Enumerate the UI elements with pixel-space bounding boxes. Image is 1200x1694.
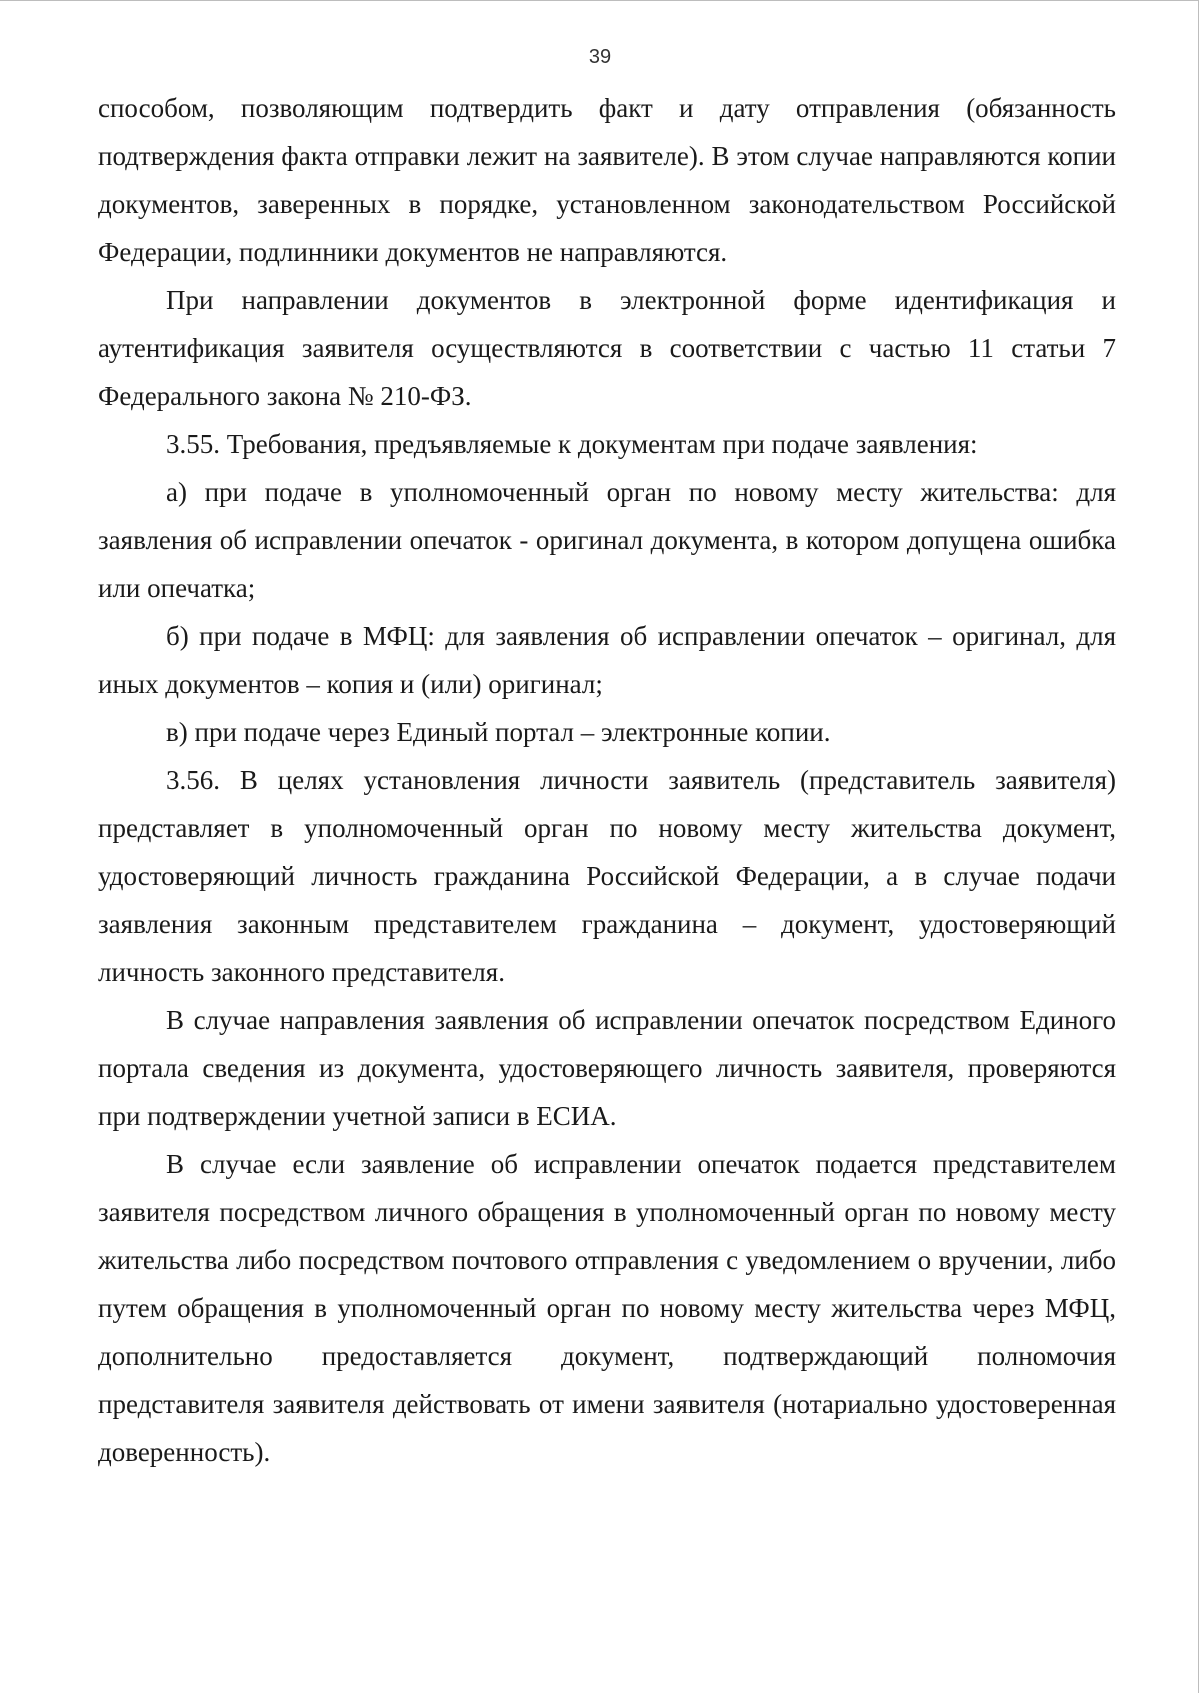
paragraph-3-56: 3.56. В целях установления личности заявитель (представитель заявителя) представляет в уполномоченный орган по новому месту жительства документ, удостоверяющий личность гражданина Российской Федерации, а в случае подачи заявления законным представителем гражданина – документ, удостоверяющий личность законного представителя. (98, 765, 1116, 987)
paragraph-3-55-a: а) при подаче в уполномоченный орган по новому месту жительства: для заявления об исправлении опечаток - оригинал документа, в котором допущена ошибка или опечатка; (98, 477, 1116, 603)
document-body (98, 84, 1116, 1476)
paragraph-3-55-v: в) при подаче через Единый портал – электронные копии. (166, 717, 831, 747)
paragraph-3-55-b: б) при подаче в МФЦ: для заявления об исправлении опечаток – оригинал, для иных документов – копия и (или) оригинал; (98, 621, 1116, 699)
paragraph-electronic-form: При направлении документов в электронной форме идентификация и аутентификация заявителя осуществляются в соответствии с частью 11 статьи 7 Федерального закона № 210-ФЗ. (98, 285, 1116, 411)
paragraph-3-55: 3.55. Требования, предъявляемые к документам при подаче заявления: (166, 429, 978, 459)
page-number: 39 (588, 46, 612, 68)
paragraph-esia: В случае направления заявления об исправлении опечаток посредством Единого портала сведения из документа, удостоверяющего личность заявителя, проверяются при подтверждении учетной записи в ЕСИА. (98, 1005, 1116, 1131)
paragraph-continuation: способом, позволяющим подтвердить факт и дату отправления (обязанность подтверждения факта отправки лежит на заявителе). В этом случае направляются копии документов, заверенных в порядке, установленном законодательством Российской Федерации, подлинники документов не направляются. (98, 93, 1116, 267)
paragraph-representative: В случае если заявление об исправлении опечаток подается представителем заявителя посредством личного обращения в уполномоченный орган по новому месту жительства либо посредством почтового отправления с уведомлением о вручении, либо путем обращения в уполномоченный орган по новому месту жительства через МФЦ, дополнительно предоставляется документ, подтверждающий полномочия представителя заявителя действовать от имени заявителя (нотариально удостоверенная доверенность). (98, 1149, 1116, 1467)
